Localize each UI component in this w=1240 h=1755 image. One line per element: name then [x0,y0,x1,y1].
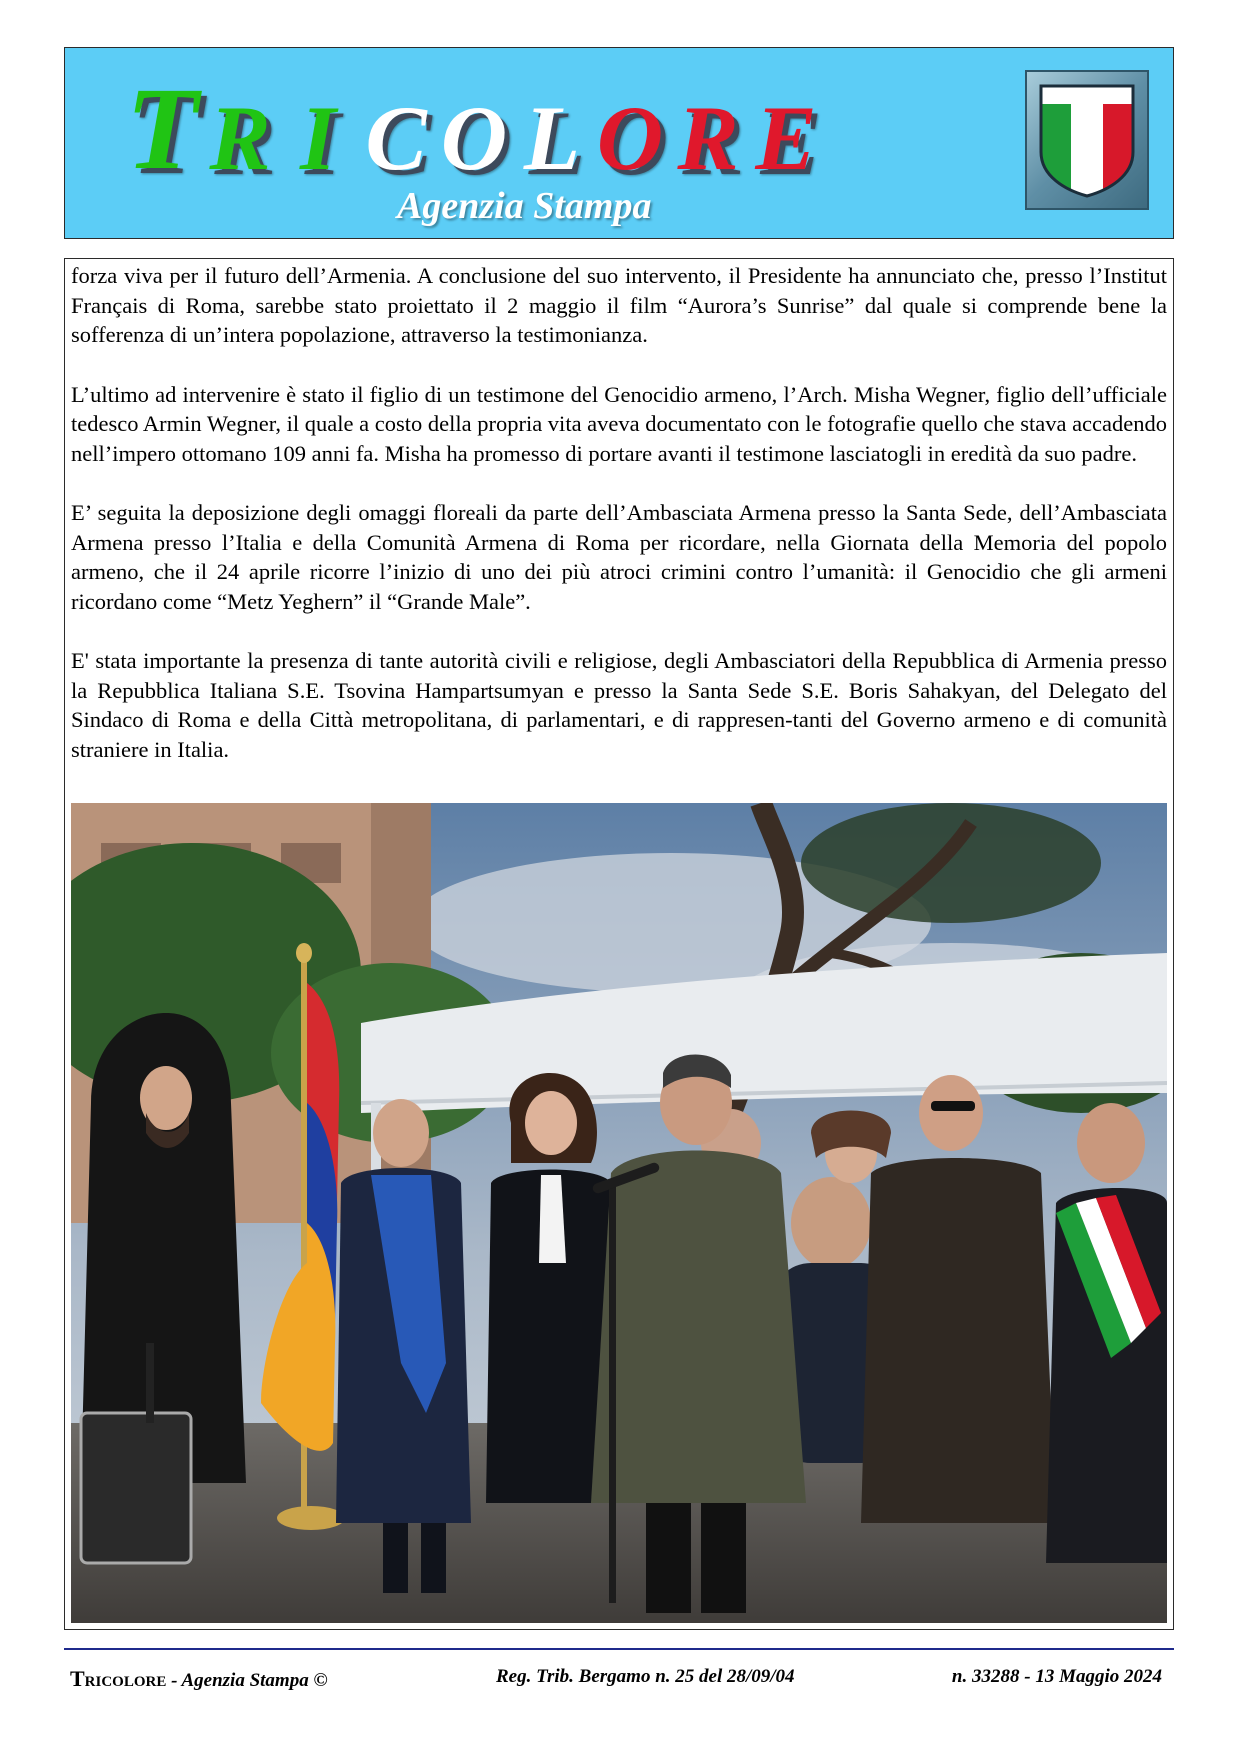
footer-brand [70,1666,328,1692]
article-frame [64,258,1174,1630]
title-letter: C [365,87,427,189]
article-text [71,261,1167,794]
title-letter: O [440,87,508,189]
masthead-subtitle: Agenzia Stampa [397,185,652,227]
footer-brand-name: Tricolore [70,1666,167,1691]
paragraph: L’ultimo ad intervenire è stato il figlio di un testimone del Genocidio armeno, l’Arch. Misha Wegner, figlio dell’ufficiale tedesco Armin Wegner, il quale a costo della propria vita aveva documentato con le fotografie quello che stava accadendo nell’impero ottomano 109 anni fa. Misha ha promesso di portare avanti il testimone lasciatogli in eredità da suo padre. [71,381,1167,466]
footer-registration: Reg. Trib. Bergamo n. 25 del 28/09/04 [496,1666,795,1687]
title-letter: E [755,87,817,189]
footer [70,1666,1170,1696]
title-letter: R [677,87,739,189]
footer-rule [64,1648,1174,1650]
title-letter: L [523,87,581,189]
paragraph: E’ seguita la deposizione degli omaggi floreali da parte dell’Ambasciata Armena presso la Santa Sede, dell’Ambasciata Armena presso l’Italia e della Comunità Armena di Roma per ricordare, nella Giornata della Memoria del popolo armeno, che il 24 aprile ricorre l’inizio di uno dei più atroci crimini contro l’umanità: il Genocidio che gli armeni ricordano come “Metz Yeghern” il “Grande Male”. [71,500,1167,614]
title-letter: T [125,63,199,194]
paragraph: forza viva per il futuro dell’Armenia. A conclusione del suo intervento, il Presidente ha annunciato che, presso l’Institut Français di Roma, sarebbe stato proiettato il 2 maggio il film “Aurora’s Sunrise” dal quale si comprende bene la sofferenza di un’intera popolazione, attraverso la testimonianza. [71,263,1167,347]
logo-frame [1025,70,1149,210]
title-letter: O [596,87,664,189]
footer-brand-suffix: - Agenzia Stampa © [166,1670,328,1691]
title-letter: I [300,87,336,189]
title-letter: R [209,87,271,189]
paragraph: E' stata importante la presenza di tante autorità civili e religiose, degli Ambasciatori della Repubblica di Armenia presso la Repubblica Italiana S.E. Tsovina Hampartsumyan e presso la Santa Sede S.E. Boris Sahakyan, del Delegato del Sindaco di Roma e della Città metropolitana, di parlamentari, e di rappresen-tanti del Governo armeno e di comunità straniere in Italia. [71,648,1167,762]
tricolore-shield-icon [1037,82,1137,198]
masthead [64,47,1174,239]
ceremony-photo-illustration [71,803,1167,1623]
masthead-title [123,58,1063,194]
ceremony-photo [71,803,1167,1623]
footer-issue: n. 33288 - 13 Maggio 2024 [951,1666,1162,1687]
